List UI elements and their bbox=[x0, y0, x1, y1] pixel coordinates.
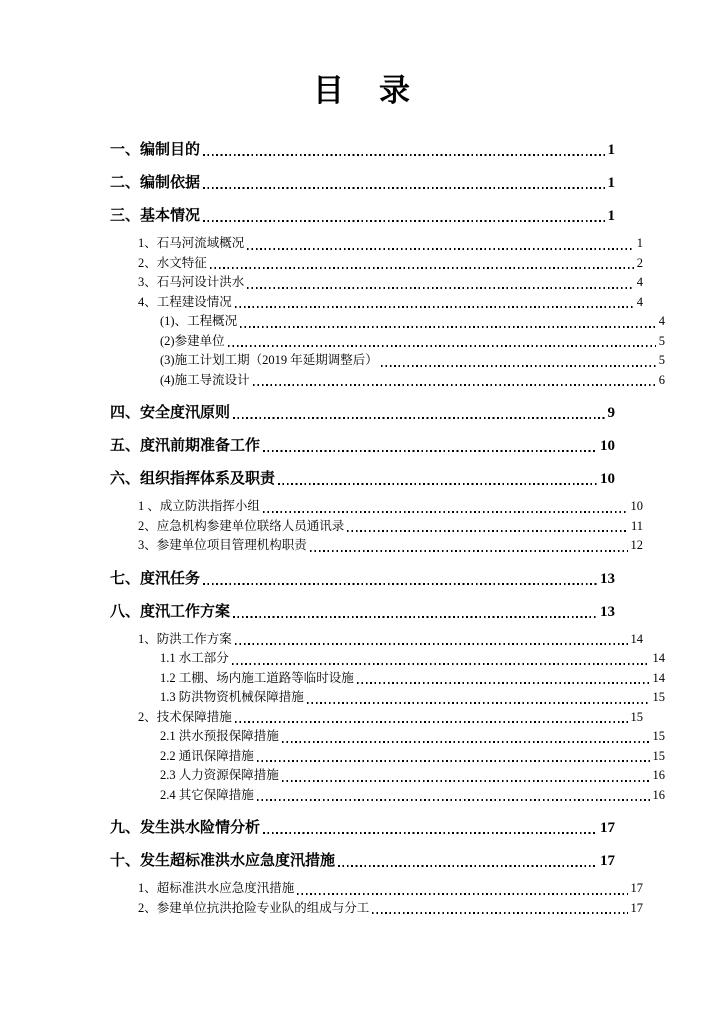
toc-entry-page-number: 17 bbox=[630, 881, 643, 895]
toc-entry[interactable] bbox=[110, 254, 643, 274]
toc-entry-text: 2、水文特征 bbox=[138, 255, 207, 270]
toc-entry-page-number: 10 bbox=[600, 438, 615, 454]
toc-entry-page-number: 14 bbox=[652, 670, 665, 685]
dot-leader bbox=[338, 865, 597, 867]
toc-entry-text: 4、工程建设情况 bbox=[138, 294, 232, 309]
toc-entry-text: 1 、成立防洪指挥小组 bbox=[138, 499, 260, 513]
toc-entry[interactable] bbox=[110, 371, 665, 391]
dot-leader bbox=[247, 287, 633, 289]
toc-entry-text: 四、安全度汛原则 bbox=[110, 405, 231, 421]
toc-entry-page-number: 1 bbox=[607, 208, 615, 224]
toc-entry[interactable] bbox=[110, 879, 643, 899]
toc-entry[interactable] bbox=[110, 351, 665, 371]
dot-leader bbox=[381, 365, 656, 367]
toc-entry-text: 2、技术保障措施 bbox=[138, 709, 232, 724]
toc-entry[interactable] bbox=[110, 332, 665, 352]
toc-entry[interactable] bbox=[110, 649, 665, 669]
dot-leader bbox=[235, 306, 634, 308]
toc-entry-page-number: 5 bbox=[658, 353, 665, 367]
dot-leader bbox=[232, 663, 650, 665]
toc-entry-text: 2.4 其它保障措施 bbox=[160, 787, 254, 802]
toc-entry[interactable] bbox=[110, 602, 615, 622]
dot-leader bbox=[240, 326, 656, 328]
toc-entry-page-number: 16 bbox=[652, 787, 665, 802]
dot-leader bbox=[282, 741, 650, 743]
dot-leader bbox=[357, 682, 650, 684]
toc-entry-page-number: 17 bbox=[600, 820, 615, 836]
toc-entry-page-number: 10 bbox=[600, 471, 615, 487]
dot-leader bbox=[297, 893, 627, 895]
toc-entry[interactable] bbox=[110, 669, 665, 689]
toc-entry-page-number: 14 bbox=[630, 631, 643, 646]
toc-entry-text: 九、发生洪水险情分析 bbox=[110, 820, 261, 836]
toc-entry-page-number: 15 bbox=[652, 729, 665, 743]
toc-entry-text: 五、度汛前期准备工作 bbox=[110, 438, 261, 454]
toc-entry-page-number: 1 bbox=[636, 236, 643, 250]
toc-entry-text: 1.2 工棚、场内施工道路等临时设施 bbox=[160, 670, 354, 685]
toc-entry-page-number: 17 bbox=[630, 900, 643, 915]
toc-entry[interactable] bbox=[110, 312, 665, 332]
dot-leader bbox=[257, 799, 650, 801]
toc-entry-page-number: 14 bbox=[652, 651, 665, 665]
dot-leader bbox=[307, 702, 650, 704]
toc-entry[interactable] bbox=[110, 747, 665, 767]
toc-entry[interactable] bbox=[110, 140, 615, 160]
toc-entry[interactable] bbox=[110, 517, 643, 537]
toc-entry-text: 2、参建单位抗洪抢险专业队的组成与分工 bbox=[138, 900, 370, 915]
toc-entry-text: (4)施工导流设计 bbox=[160, 372, 250, 387]
toc-entry[interactable] bbox=[110, 708, 643, 728]
toc-entry-text: (1)、工程概况 bbox=[160, 314, 238, 328]
toc-entry-page-number: 1 bbox=[607, 142, 615, 158]
toc-entry-page-number: 13 bbox=[600, 570, 615, 587]
dot-leader bbox=[282, 780, 650, 782]
toc-entry-page-number: 1 bbox=[607, 175, 615, 191]
toc-entry-text: 三、基本情况 bbox=[110, 208, 201, 224]
dot-leader bbox=[253, 384, 656, 386]
toc-entry-text: 二、编制依据 bbox=[110, 175, 201, 191]
dot-leader bbox=[278, 483, 597, 485]
dot-leader bbox=[263, 511, 628, 513]
toc-entry-text: 八、度汛工作方案 bbox=[110, 603, 231, 620]
dot-leader bbox=[233, 417, 604, 419]
toc-entry[interactable] bbox=[110, 569, 615, 589]
dot-leader bbox=[228, 345, 656, 347]
toc-entry-page-number: 15 bbox=[652, 748, 665, 763]
toc-entry-text: (2)参建单位 bbox=[160, 333, 225, 348]
toc-entry-text: 2、应急机构参建单位联络人员通讯录 bbox=[138, 518, 345, 533]
toc-entry-text: 六、组织指挥体系及职责 bbox=[110, 471, 276, 487]
toc-entry[interactable] bbox=[110, 234, 643, 254]
toc-entry-page-number: 13 bbox=[600, 603, 615, 620]
toc-entry-page-number: 5 bbox=[658, 333, 665, 348]
toc-entry-page-number: 4 bbox=[636, 294, 643, 309]
toc-entry-text: (3)施工计划工期（2019 年延期调整后） bbox=[160, 353, 378, 367]
dot-leader bbox=[372, 912, 627, 914]
toc-entry[interactable] bbox=[110, 403, 615, 423]
toc-entry-text: 一、编制目的 bbox=[110, 142, 201, 158]
toc-entry[interactable] bbox=[110, 688, 665, 708]
toc-entry[interactable] bbox=[110, 436, 615, 456]
toc-entry-page-number: 12 bbox=[630, 538, 643, 552]
toc-entry-text: 3、石马河设计洪水 bbox=[138, 275, 245, 289]
toc-entry-text: 十、发生超标准洪水应急度汛措施 bbox=[110, 853, 336, 869]
toc-entry[interactable] bbox=[110, 536, 643, 556]
dot-leader bbox=[210, 267, 634, 269]
toc-entry[interactable] bbox=[110, 630, 643, 650]
toc-entry-text: 2.1 洪水预报保障措施 bbox=[160, 729, 279, 743]
toc-entry-page-number: 11 bbox=[630, 518, 643, 533]
toc-entry-page-number: 17 bbox=[600, 853, 615, 869]
toc-entry[interactable] bbox=[110, 173, 615, 193]
dot-leader bbox=[263, 832, 597, 834]
toc-entry-page-number: 16 bbox=[652, 768, 665, 782]
dot-leader bbox=[203, 220, 604, 222]
dot-leader bbox=[203, 583, 597, 585]
toc-entry-text: 1、石马河流域概况 bbox=[138, 236, 245, 250]
toc-entry-page-number: 4 bbox=[636, 275, 643, 289]
toc-entry[interactable] bbox=[110, 899, 643, 919]
toc-entry[interactable] bbox=[110, 469, 615, 489]
dot-leader bbox=[233, 616, 597, 618]
toc-entry[interactable] bbox=[110, 273, 643, 293]
toc-entry[interactable] bbox=[110, 293, 643, 313]
toc-entry-page-number: 4 bbox=[658, 314, 665, 328]
dot-leader bbox=[257, 760, 650, 762]
toc-entry[interactable] bbox=[110, 766, 665, 786]
toc-entry-text: 1.1 水工部分 bbox=[160, 651, 229, 665]
toc-entry-page-number: 2 bbox=[636, 255, 643, 270]
toc-list bbox=[110, 140, 665, 918]
toc-entry-text: 2.3 人力资源保障措施 bbox=[160, 768, 279, 782]
toc-entry[interactable] bbox=[110, 497, 643, 517]
toc-entry-text: 2.2 通讯保障措施 bbox=[160, 748, 254, 763]
dot-leader bbox=[247, 248, 633, 250]
toc-entry-page-number: 6 bbox=[658, 372, 665, 387]
dot-leader bbox=[203, 154, 604, 156]
page-title: 目 录 bbox=[313, 73, 412, 108]
dot-leader bbox=[310, 550, 628, 552]
dot-leader bbox=[263, 450, 597, 452]
toc-entry[interactable] bbox=[110, 206, 615, 226]
dot-leader bbox=[347, 530, 628, 532]
toc-entry-text: 七、度汛任务 bbox=[110, 570, 201, 587]
dot-leader bbox=[203, 187, 604, 189]
dot-leader bbox=[235, 721, 628, 723]
toc-entry-page-number: 9 bbox=[607, 405, 615, 421]
toc-entry-text: 1、超标准洪水应急度汛措施 bbox=[138, 881, 295, 895]
toc-entry[interactable] bbox=[110, 818, 615, 838]
toc-entry[interactable] bbox=[110, 786, 665, 806]
toc-entry-text: 1、防洪工作方案 bbox=[138, 631, 232, 646]
toc-entry-page-number: 15 bbox=[652, 690, 665, 704]
toc-entry-page-number: 10 bbox=[630, 499, 643, 513]
toc-entry[interactable] bbox=[110, 851, 615, 871]
toc-entry[interactable] bbox=[110, 727, 665, 747]
toc-entry-text: 1.3 防洪物资机械保障措施 bbox=[160, 690, 304, 704]
dot-leader bbox=[235, 643, 628, 645]
toc-entry-page-number: 15 bbox=[630, 709, 643, 724]
toc-entry-text: 3、参建单位项目管理机构职责 bbox=[138, 538, 307, 552]
